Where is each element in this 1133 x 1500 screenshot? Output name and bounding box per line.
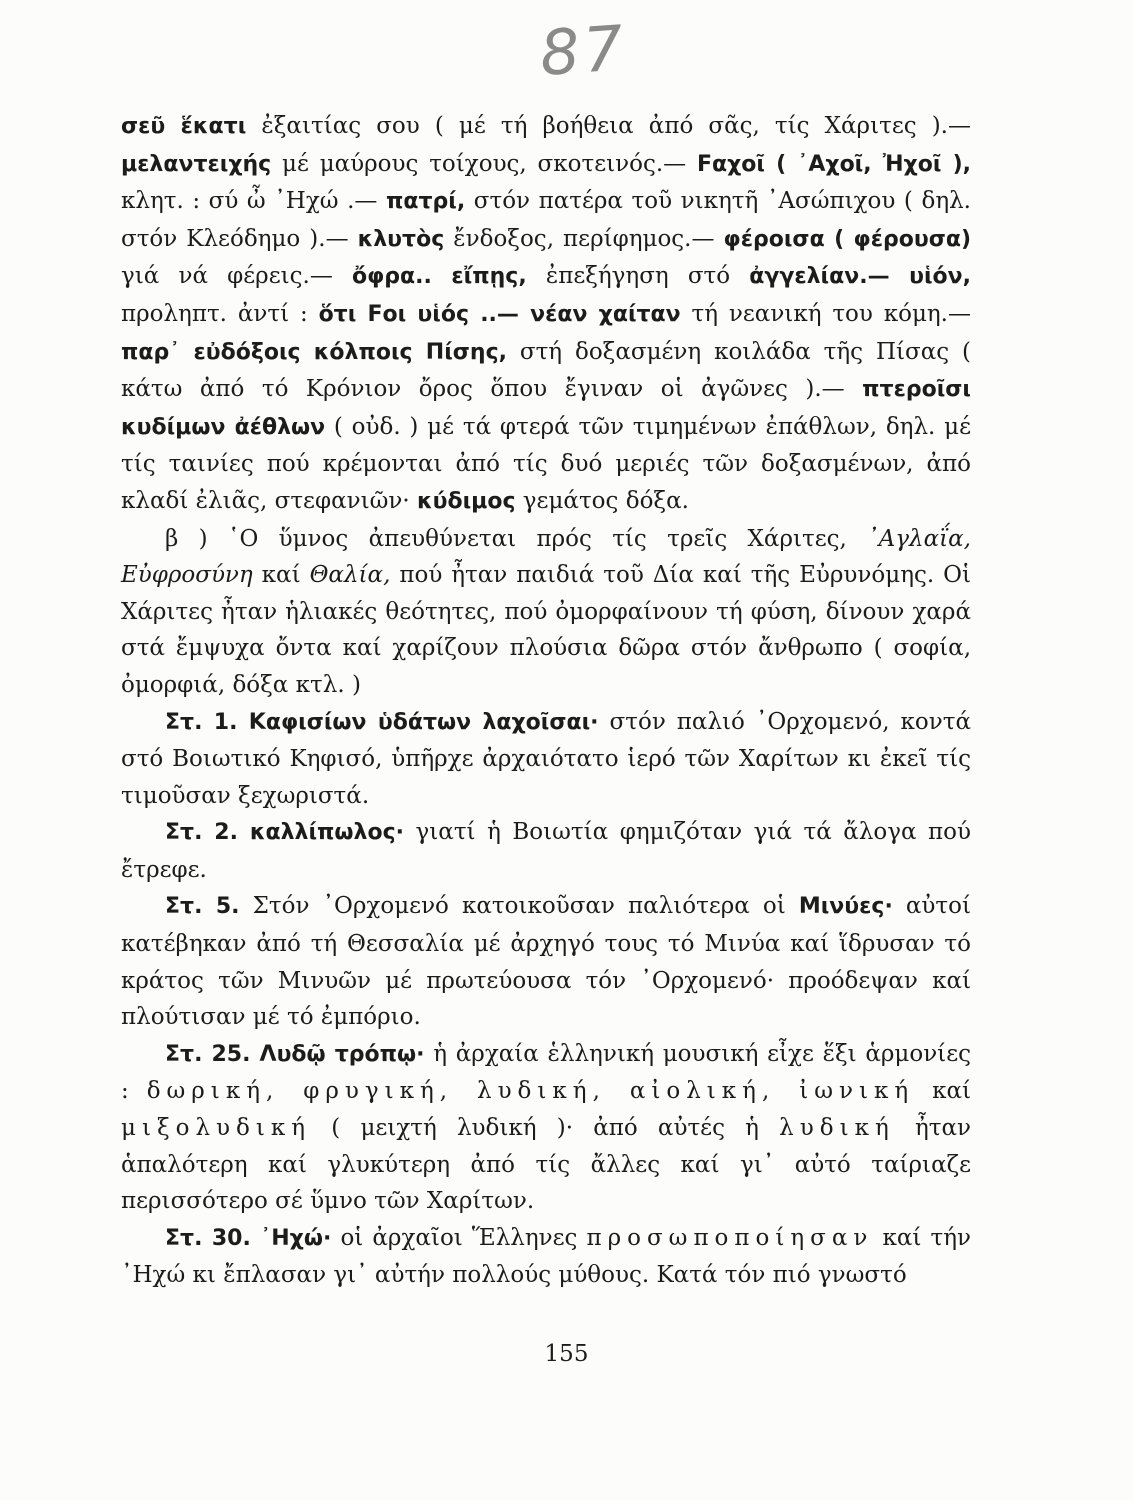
gloss: ( οὐδ. ) μέ τά φτερά τῶν τιμημένων ἐπάθλων, δηλ. μέ τίς ταινίες πού κρέμονται ἀπό τίς δυό μεριές τῶν δοξασμένων, ἀπό κλαδί ἐλιᾶς, στεφανιῶν· [121,413,971,514]
gloss: ἐξαιτίας σου ( μέ τή βοήθεια ἀπό σᾶς, τίς Χάριτες ).— [246,113,971,139]
text-run: Στόν ᾿Ορχομενό κατοικοῦσαν παλιότερα οἱ [239,893,799,920]
line-reference: Στ. 1. Καφισίων ὑδάτων λαχοῖσαι· [165,709,599,735]
lemma: πατρί, [385,189,466,215]
lemma: φέροισα ( φέρουσα) [723,226,971,252]
text-run: καί τήν ᾿Ηχώ κι ἔπλασαν γι᾿ αὐτήν πολλούς μύθους. Κατά τόν πιό γνωστό [121,1224,971,1289]
lemma: ὄφρα.. εἴπῃς, [351,264,527,290]
lemma: Fαχοῖ ( ᾿Αχοῖ, Ἠχοῖ ), [696,151,972,177]
lemma: κύδιμος [416,488,516,514]
lemma: σεῦ ἕκατι [121,114,247,139]
lemma: ἀγγελίαν.— υἱόν, [749,264,971,290]
text-run: ( μειχτή λυδική )· ἀπό αὐτές ἡ [311,1115,780,1142]
text-run: ἦταν ἁπαλότερη καί γλυκύτερη ἀπό τίς ἄλλες καί γι᾿ αὐτό ταίριαζε περισσότερο σέ ὕμνο τῶν Χαρίτων. [121,1115,971,1215]
lemma: ὅτι Fοι υἱός ..— νέαν χαίταν [318,301,681,327]
paragraph-line-5 [121,888,971,1035]
name-italic: Θαλία, [309,562,391,589]
name-italic: ᾿Αγλαΐα, Εὐφροσύνη [121,525,971,589]
paragraph-line-2 [121,814,971,888]
handwritten-page-mark: 87 [537,11,630,90]
gloss: γεμάτος δόξα. [515,487,689,514]
text-run: καί [252,562,310,589]
gloss: κλητ. : σύ ὦ ᾿Ηχώ .— [121,188,386,215]
paragraph-line-25 [121,1036,971,1220]
gloss: στή δοξασμένη κοιλάδα τῆς Πίσας ( κάτω ἀπό τό Κρόνιον ὄρος ὅπου ἔγιναν οἱ ἀγῶνες ).— [121,338,971,403]
text-run: οἱ ἀρχαῖοι Ἕλληνες [331,1224,587,1251]
paragraph-glossary [121,108,971,521]
text-run: β ) ῾Ο ὕμνος ἀπευθύνεται πρός τίς τρεῖς Χάριτες, [165,525,868,552]
lemma: κλυτὸς [357,226,445,252]
page-number: 155 [544,1341,589,1367]
gloss: στόν πατέρα τοῦ νικητῆ ᾿Ασώπιχου ( δηλ. στόν Κλεόδημο ).— [121,188,971,252]
gloss: ἔνδοξος, περίφημος.— [444,225,724,252]
lemma: μελαντειχής [121,151,272,177]
spaced-term: λυδική [779,1115,895,1142]
text-run: πού ἦταν παιδιά τοῦ Δία καί τῆς Εὐρυνόμης. Οἱ Χάριτες ἦταν ἡλιακές θεότητες, πού ὀμορφαίνουν τή φύση, δίνουν χαρά στά ἔμψυχα ὄντα καί χαρίζουν πλούσια δῶρα στόν ἄνθρωπο ( σοφία, ὀμορφιά, δόξα κτλ. ) [121,562,972,698]
line-reference: Στ. 2. καλλίπωλος· [165,820,404,846]
text-run: ἡ ἀρχαία ἑλληνική μουσική εἶχε ἕξι ἁρμονίες : [121,1040,971,1105]
line-reference: Στ. 25. Λυδῷ τρόπῳ· [165,1041,425,1067]
paragraph-graces [121,521,971,704]
gloss: μέ μαύρους τοίχους, σκοτεινός.— [271,150,697,177]
lemma: πτεροῖσι κυδίμων ἀέθλων [121,377,971,440]
term-bold: Μινύες· [798,894,893,920]
gloss: ἐπεξήγηση στό [526,263,750,290]
gloss: τή νεανική του κόμη.— [680,300,971,327]
text-run: στόν παλιό ᾿Ορχομενό, κοντά στό Βοιωτικό Κηφισό, ὑπῆρχε ἀρχαιότατο ἱερό τῶν Χαρίτων κι ἐκεῖ τίς τιμοῦσαν ξεχωριστά. [121,708,971,809]
paragraph-line-30 [121,1220,971,1294]
spaced-term: προσωποποίησαν [586,1224,874,1251]
commentary-text [121,108,971,1294]
text-run: καί [914,1078,971,1105]
gloss: γιά νά φέρεις.— [121,263,352,290]
text-run: αὐτοί κατέβηκαν ἀπό τή Θεσσαλία μέ ἀρχηγό τους τό Μινύα καί ἵδρυσαν τό κράτος τῶν Μινυῶν μέ πρωτεύουσα τόν ᾿Ορχομενό· προόδεψαν καί πλούτισαν μέ τό ἐμπόριο. [121,893,971,1031]
line-reference: Στ. 30. ᾿Ηχώ· [165,1225,332,1251]
text-run: γιατί ἡ Βοιωτία φημιζόταν γιά τά ἄλογα πού ἔτρεφε. [121,819,972,883]
lemma: παρ᾿ εὐδόξοις κόλποις Πίσης, [121,339,507,365]
paragraph-line-1 [121,704,971,815]
gloss: προληπτ. ἀντί : [121,300,319,327]
line-reference: Στ. 5. [165,894,240,920]
spaced-term: μιξολυδική [121,1115,312,1142]
spaced-term: δωρική, φρυγική, λυδική, αἰολική, ἰωνική [146,1078,915,1105]
